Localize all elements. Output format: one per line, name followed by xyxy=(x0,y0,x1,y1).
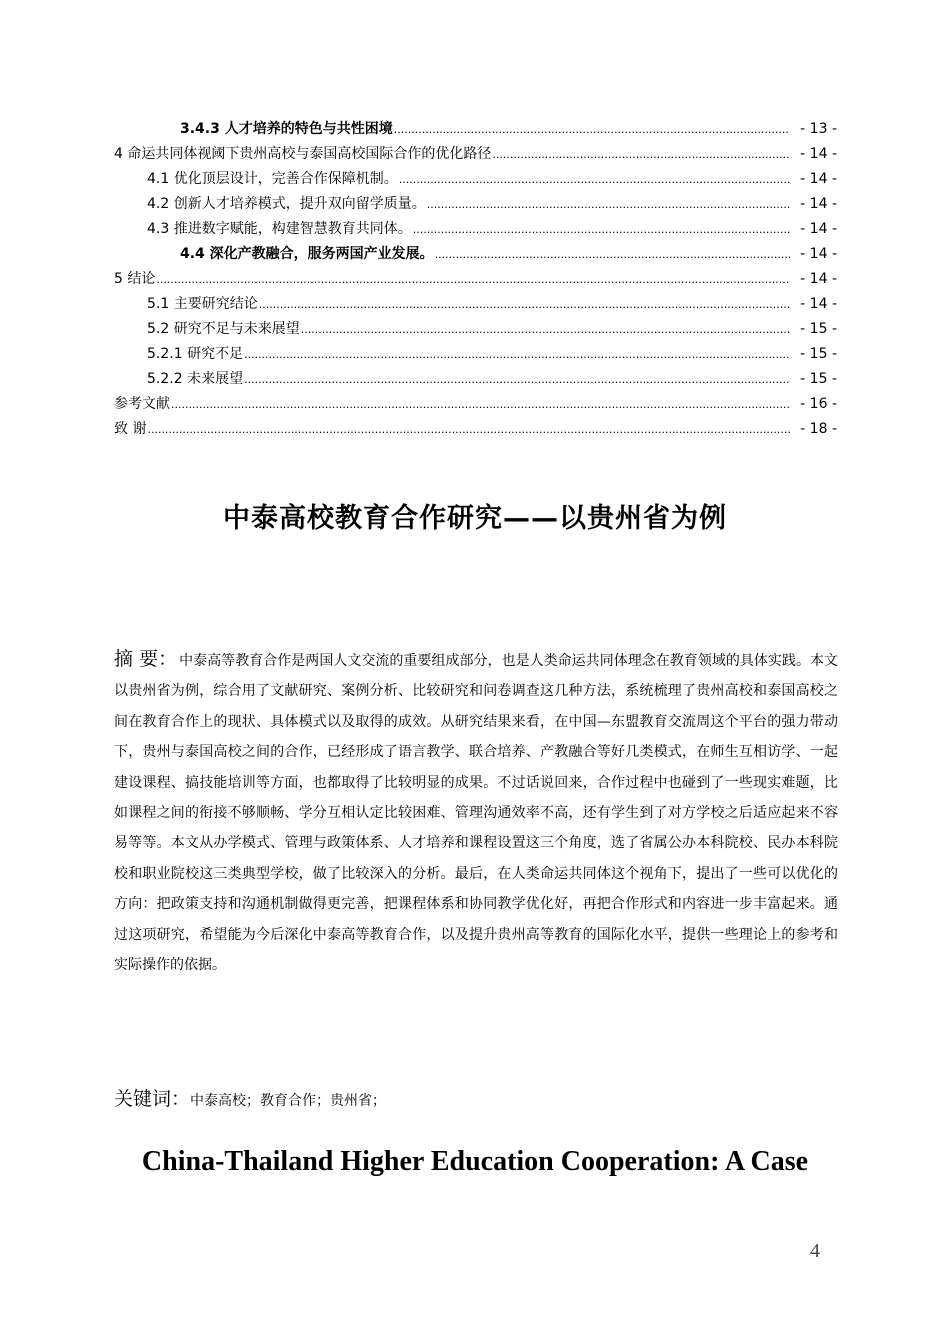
keywords-text: 中泰高校；教育合作；贵州省； xyxy=(190,1093,387,1109)
page-number: 4 xyxy=(810,1240,820,1262)
toc-entry-page: - 14 - xyxy=(800,196,837,212)
english-title: China-Thailand Higher Education Cooperation: A Case xyxy=(141,1146,809,1177)
toc-entry-label: 5 结论 xyxy=(114,271,156,287)
toc-entry-page: - 16 - xyxy=(800,396,837,412)
document-title: 中泰高校教育合作研究——以贵州省为例 xyxy=(223,503,727,534)
toc-entry[interactable] xyxy=(114,368,837,393)
toc-leader-dots xyxy=(301,323,790,336)
toc-leader-dots xyxy=(435,248,790,261)
toc-entry-label: 4.4 深化产教融合，服务两国产业发展。 xyxy=(180,246,434,262)
toc-entry-label: 4.1 优化顶层设计，完善合作保障机制。 xyxy=(147,171,398,187)
toc-entry[interactable] xyxy=(114,393,837,418)
toc-leader-dots xyxy=(244,373,790,386)
toc-entry[interactable] xyxy=(114,268,837,293)
toc-leader-dots xyxy=(413,223,790,236)
toc-leader-dots xyxy=(427,198,790,211)
toc-entry-page: - 14 - xyxy=(800,271,837,287)
toc-entry-page: - 15 - xyxy=(800,346,837,362)
toc-leader-dots xyxy=(399,173,790,186)
toc-entry-label: 4 命运共同体视阈下贵州高校与泰国高校国际合作的优化路径 xyxy=(114,146,492,162)
table-of-contents xyxy=(114,118,837,443)
toc-leader-dots xyxy=(394,123,790,136)
toc-entry[interactable] xyxy=(114,168,837,193)
toc-entry[interactable] xyxy=(114,243,837,268)
toc-entry-label: 5.1 主要研究结论 xyxy=(147,296,258,312)
toc-entry-label: 致 谢 xyxy=(114,421,147,437)
toc-entry[interactable] xyxy=(114,293,837,318)
toc-entry[interactable] xyxy=(114,218,837,243)
abstract-text: 中泰高等教育合作是两国人文交流的重要组成部分，也是人类命运共同体理念在教育领域的具体实践。本文以贵州省为例，综合用了文献研究、案例分析、比较研究和问卷调查这几种方法，系统梳理了贵州高校和泰国高校之间在教育合作上的现状、具体模式以及取得的成效。从研究结果来看，在中国—东盟教育交流周这个平台的强力带动下，贵州与泰国高校之间的合作，已经形成了语言教学、联合培养、产教融合等好几类模式，在师生互相访学、一起建设课程、搞技能培训等方面，也都取得了比较明显的成果。不过话说回来，合作过程中也碰到了一些现实难题，比如课程之间的衔接不够顺畅、学分互相认定比较困难、管理沟通效率不高，还有学生到了对方学校之后适应起来不容易等等。本文从办学模式、管理与政策体系、人才培养和课程设置这三个角度，选了省属公办本科院校、民办本科院校和职业院校这三类典型学校，做了比较深入的分析。最后，在人类命运共同体这个视角下，提出了一些可以优化的方向：把政策支持和沟通机制做得更完善，把课程体系和协同教学优化好，再把合作形式和内容进一步丰富起来。通过这项研究，希望能为今后深化中泰高等教育合作，以及提升贵州高等教育的国际化水平，提供一些理论上的参考和实际操作的依据。 xyxy=(114,653,838,974)
toc-entry-label: 5.2 研究不足与未来展望 xyxy=(147,321,300,337)
toc-leader-dots xyxy=(156,273,790,286)
toc-entry-page: - 15 - xyxy=(800,371,837,387)
toc-leader-dots xyxy=(147,423,790,436)
toc-entry-page: - 18 - xyxy=(800,421,837,437)
toc-entry[interactable] xyxy=(114,118,837,143)
toc-entry-label: 4.3 推进数字赋能，构建智慧教育共同体。 xyxy=(147,221,412,237)
toc-entry-label: 4.2 创新人才培养模式，提升双向留学质量。 xyxy=(147,196,426,212)
toc-entry-label: 3.4.3 人才培养的特色与共性困境 xyxy=(180,121,393,137)
toc-entry-page: - 14 - xyxy=(800,246,837,262)
toc-entry[interactable] xyxy=(114,318,837,343)
toc-entry-label: 5.2.2 未来展望 xyxy=(147,371,244,387)
toc-entry-page: - 14 - xyxy=(800,221,837,237)
toc-leader-dots xyxy=(492,148,790,161)
toc-leader-dots xyxy=(259,298,790,311)
abstract-label: 摘 要： xyxy=(114,648,178,670)
toc-entry-page: - 15 - xyxy=(800,321,837,337)
keywords-label: 关键词： xyxy=(114,1088,191,1110)
toc-entry[interactable] xyxy=(114,143,837,168)
toc-entry-page: - 14 - xyxy=(800,146,837,162)
toc-entry-label: 参考文献 xyxy=(114,396,170,412)
toc-entry-page: - 14 - xyxy=(800,296,837,312)
toc-entry-label: 5.2.1 研究不足 xyxy=(147,346,244,362)
toc-entry[interactable] xyxy=(114,343,837,368)
toc-leader-dots xyxy=(244,348,790,361)
toc-leader-dots xyxy=(171,398,790,411)
toc-entry-page: - 14 - xyxy=(800,171,837,187)
toc-entry[interactable] xyxy=(114,193,837,218)
keywords xyxy=(114,1084,838,1116)
abstract xyxy=(114,644,838,980)
toc-entry[interactable] xyxy=(114,418,837,443)
toc-entry-page: - 13 - xyxy=(800,121,837,137)
